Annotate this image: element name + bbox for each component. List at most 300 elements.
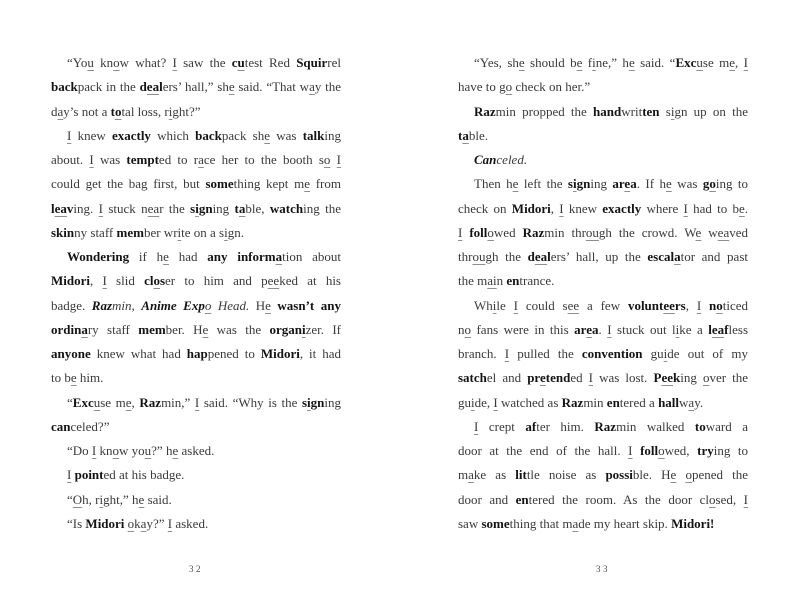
text-run: e — [125, 394, 132, 410]
text-run: i — [592, 55, 596, 70]
text-run: ing — [212, 200, 235, 216]
text-run: door and — [458, 491, 516, 507]
text-run: I — [102, 273, 107, 289]
text-run: try — [697, 443, 714, 458]
text-run: mem — [138, 321, 166, 337]
text-run: k — [673, 370, 681, 386]
text-line — [51, 51, 341, 75]
text-run: where — [641, 200, 684, 216]
text-run: i — [195, 200, 199, 216]
text-line — [51, 294, 341, 318]
text-run: t — [110, 103, 115, 119]
text-run: t — [234, 200, 239, 216]
text-run: y. — [694, 394, 704, 410]
text-run: gh the — [485, 249, 528, 264]
text-run: “Yo — [67, 55, 88, 70]
text-run: knew — [71, 127, 112, 143]
text-run: s — [301, 394, 308, 410]
text-run: ing — [324, 394, 341, 410]
text-run: i — [471, 394, 475, 410]
text-line — [51, 463, 341, 487]
text-run: s — [159, 273, 166, 289]
text-run: should b — [524, 55, 577, 70]
text-run: e — [665, 176, 672, 192]
text-run: er to him and p — [165, 273, 268, 289]
text-run: ing the — [303, 200, 341, 216]
text-run: ee — [661, 370, 673, 386]
text-run: volunt — [627, 297, 664, 313]
text-run: ved — [729, 224, 748, 240]
text-run: I — [607, 321, 612, 337]
text-run: skin — [51, 224, 75, 240]
text-run: ght,” h — [103, 491, 139, 507]
text-run: thr — [458, 249, 473, 264]
text-run: I — [474, 418, 479, 434]
text-run: ing to — [715, 176, 748, 192]
text-run: ou — [472, 249, 486, 264]
text-run: to — [694, 418, 706, 434]
text-run: o — [112, 443, 120, 458]
text-run: i — [177, 224, 182, 240]
text-run — [701, 298, 709, 313]
text-run: possi — [605, 467, 633, 483]
text-run: point — [74, 467, 104, 483]
text-run: a — [674, 249, 681, 264]
text-run: slid — [106, 273, 145, 289]
text-run: a — [592, 321, 599, 337]
text-run: knew what had — [90, 346, 187, 361]
text-run: ed — [570, 370, 589, 386]
text-run: I — [628, 443, 633, 458]
text-run: min — [583, 394, 607, 410]
text-run: had — [168, 249, 208, 264]
text-line — [458, 100, 748, 124]
text-run: asked. — [178, 443, 215, 458]
text-run: talk — [302, 127, 325, 143]
text-run: pack in the — [77, 79, 140, 95]
text-line — [458, 366, 748, 390]
text-run: can — [51, 418, 71, 434]
text-run: Head. — [211, 297, 250, 313]
text-run: I — [683, 200, 688, 216]
text-run: lit — [515, 467, 527, 483]
page-left-text-column — [51, 51, 341, 536]
text-run: I — [167, 515, 173, 531]
text-run: organ — [269, 321, 302, 337]
text-run: hall — [658, 394, 680, 410]
text-run: , — [685, 297, 697, 313]
text-run: f — [724, 321, 729, 337]
text-run: ber wr — [143, 224, 178, 240]
text-run: door at the end of the hall. — [458, 443, 629, 458]
text-run: saw — [458, 515, 482, 531]
text-run: ward a — [705, 418, 749, 434]
text-run: badge. — [51, 297, 92, 313]
text-line — [458, 75, 748, 99]
text-run: I — [67, 127, 72, 143]
text-run: e — [70, 370, 77, 386]
text-run — [228, 249, 238, 264]
text-run: v — [66, 200, 74, 216]
text-run: ble, — [245, 200, 270, 216]
text-run: . — [598, 321, 608, 337]
text-run: e — [228, 79, 235, 95]
text-run: zer. If — [305, 321, 341, 337]
text-run: a — [630, 176, 637, 192]
text-run: could s — [517, 297, 568, 313]
text-run: tered the room. As the door cl — [528, 491, 710, 507]
text-run: min walked — [616, 418, 695, 434]
text-run: r the — [159, 200, 191, 216]
text-run: Raz — [594, 418, 617, 434]
text-run: e — [304, 176, 311, 192]
text-run: e — [628, 55, 635, 70]
text-run: u — [87, 55, 94, 70]
text-run: “ — [67, 491, 73, 507]
text-run: ten — [642, 103, 660, 119]
text-run: o — [127, 515, 135, 531]
text-run: pack sh — [221, 127, 265, 143]
text-run: ?” h — [151, 443, 173, 458]
text-run: ea — [146, 79, 160, 95]
text-run: Can — [474, 152, 497, 167]
text-run: o — [113, 55, 120, 70]
text-run: rs — [674, 297, 686, 313]
text-run: anyone — [51, 346, 91, 361]
text-run: i — [99, 491, 104, 507]
text-run: gn up on the — [674, 103, 748, 119]
text-run: saw the — [176, 55, 232, 70]
text-run: o — [323, 152, 331, 167]
text-run: “Yes, sh — [474, 55, 519, 70]
text-run: rel — [327, 55, 341, 70]
text-run: a — [81, 321, 88, 337]
text-run: Raz — [139, 394, 162, 410]
text-run: ght?” — [172, 103, 201, 119]
text-run: Raz — [91, 297, 113, 313]
text-run: ed to r — [158, 152, 199, 167]
text-line — [458, 439, 748, 463]
text-run: the m — [458, 273, 488, 289]
text-run: i — [307, 394, 311, 410]
text-run: exactly — [602, 200, 642, 216]
text-run: u — [696, 55, 703, 70]
text-run: en — [506, 273, 520, 289]
text-run: ce her to the booth s — [203, 152, 324, 167]
text-run: u — [237, 55, 245, 70]
text-run: ing. — [73, 200, 99, 216]
text-run: m — [458, 467, 469, 483]
text-line — [51, 197, 341, 221]
text-run: el and — [486, 370, 528, 386]
text-run: e — [163, 249, 169, 264]
text-run: ke as — [473, 467, 516, 483]
text-run: e — [670, 467, 677, 483]
text-run: a — [468, 467, 474, 483]
text-run: ers’ hall,” sh — [162, 79, 229, 95]
text-run: about. — [51, 152, 90, 167]
text-run: c — [231, 55, 238, 70]
text-run: tor and past — [680, 249, 748, 264]
text-run: a — [688, 394, 695, 410]
text-run: ea — [534, 249, 548, 264]
text-run: , — [90, 273, 103, 289]
text-run: “Do — [67, 443, 92, 458]
text-run: ry staff — [87, 321, 139, 337]
text-line — [458, 197, 748, 221]
text-run: se m — [702, 55, 730, 70]
text-run: tempt — [126, 152, 159, 167]
text-run: min thr — [544, 224, 586, 240]
text-run: sed, — [715, 491, 744, 507]
text-run: e — [138, 491, 145, 507]
text-run: , it had — [299, 346, 341, 361]
text-run: . If h — [636, 176, 666, 192]
text-run: i — [168, 103, 173, 119]
text-run: ke a — [679, 321, 709, 337]
text-run: de my heart skip. — [578, 515, 672, 531]
text-run: ked at his — [279, 273, 341, 289]
text-run: Wh — [474, 297, 493, 313]
text-run: I — [91, 443, 97, 458]
text-line — [458, 172, 748, 196]
text-run: ordin — [51, 321, 82, 337]
text-run: was — [93, 152, 127, 167]
text-run: pened to — [207, 346, 261, 361]
text-run: e — [539, 370, 546, 386]
text-run: Wondering — [67, 249, 130, 264]
text-run: le — [496, 297, 514, 313]
text-run: h, r — [82, 491, 100, 507]
text-run: e — [518, 55, 525, 70]
text-run: ble. — [468, 127, 488, 143]
text-run: I — [504, 346, 510, 361]
page-right-text-column — [458, 51, 748, 536]
text-line — [458, 148, 748, 172]
text-run: e — [586, 321, 592, 337]
text-run: had to b — [687, 200, 739, 216]
text-line — [51, 488, 341, 512]
text-line — [51, 269, 341, 293]
text-line — [51, 439, 341, 463]
text-run: s — [567, 176, 573, 192]
text-line — [458, 318, 748, 342]
text-run: g — [702, 176, 710, 192]
text-run: I — [743, 491, 748, 507]
text-run: thing that m — [509, 515, 573, 531]
text-run: check on her.” — [512, 79, 591, 95]
text-run: tion about — [282, 249, 342, 264]
text-run: said. “Why is the — [199, 394, 302, 410]
text-line — [458, 512, 748, 536]
text-run: ea — [711, 321, 725, 337]
text-run: se m — [100, 394, 126, 410]
text-run: watched as — [497, 394, 562, 410]
text-run: l — [51, 200, 55, 216]
text-run: , — [735, 55, 744, 70]
text-run: gn — [310, 394, 325, 410]
text-run: celed. — [496, 152, 528, 167]
text-run: gn — [198, 200, 213, 216]
text-run: Midori — [51, 273, 90, 289]
text-line — [458, 221, 748, 245]
text-run: , — [550, 200, 560, 216]
text-run: ne,” h — [595, 55, 629, 70]
text-line — [51, 245, 341, 269]
text-run: less — [728, 321, 749, 337]
text-run: . — [744, 200, 748, 216]
text-line — [51, 318, 341, 342]
text-run: s — [659, 103, 671, 119]
text-run: stuck n — [102, 200, 148, 216]
text-run: said. — [144, 491, 172, 507]
text-run: a — [462, 127, 469, 143]
text-run: which — [150, 127, 196, 143]
text-run: i — [675, 321, 680, 337]
text-run: e — [624, 176, 631, 192]
text-run: pulled the — [509, 346, 582, 361]
text-run: tered a — [619, 394, 659, 410]
text-run: o — [505, 79, 513, 95]
text-run: i — [663, 346, 668, 361]
text-run: u — [93, 394, 101, 410]
text-run: l — [708, 321, 712, 337]
text-run: O — [72, 491, 83, 507]
text-run: Raz — [474, 103, 496, 119]
text-run: o — [464, 321, 471, 337]
text-run: ou — [585, 224, 599, 240]
text-run: any — [320, 297, 341, 313]
text-run: Raz — [561, 394, 584, 410]
text-run: w — [679, 394, 689, 410]
text-run: back — [51, 79, 78, 95]
text-run: ee — [267, 273, 280, 289]
text-run: Raz — [522, 224, 545, 240]
text-run: o — [153, 273, 160, 289]
text-run: I — [336, 152, 342, 167]
text-run: ing to — [713, 443, 748, 458]
text-run: min, — [112, 297, 142, 313]
text-run: l — [547, 249, 551, 264]
text-run: thing kept m — [233, 176, 305, 192]
text-line — [51, 124, 341, 148]
text-run: o — [716, 297, 723, 313]
text-run: en — [606, 394, 620, 410]
text-run: gh the crowd. W — [598, 224, 696, 240]
text-line — [51, 366, 341, 390]
text-run: gu — [458, 394, 471, 410]
text-run: I — [743, 55, 748, 70]
text-line — [458, 391, 748, 415]
text-run: ny staff — [74, 224, 117, 240]
text-line — [458, 415, 748, 439]
text-run: ea — [717, 224, 730, 240]
text-run: o — [114, 103, 122, 119]
text-run: was the — [208, 321, 270, 337]
text-run: o — [685, 467, 692, 483]
text-run: w yo — [119, 443, 145, 458]
text-run: Then h — [474, 176, 513, 192]
text-run: i — [301, 321, 306, 337]
text-run: o — [709, 176, 716, 192]
text-run: was — [671, 176, 703, 192]
text-run: foll — [640, 443, 659, 458]
text-run: gu — [642, 346, 664, 361]
page-number: 33 — [596, 564, 610, 574]
text-run: asked. — [172, 515, 209, 531]
text-run: watch — [269, 200, 304, 216]
text-run: e — [738, 200, 745, 216]
text-run: have to g — [458, 79, 506, 95]
text-run: e — [264, 127, 271, 143]
text-run: I — [98, 200, 103, 216]
text-run: o — [487, 224, 494, 240]
text-run: convention — [581, 346, 643, 361]
text-run: tle noise as — [526, 467, 606, 483]
text-run: knew — [563, 200, 603, 216]
text-run: ing — [680, 370, 703, 386]
text-run: if h — [129, 249, 164, 264]
text-run: H — [249, 297, 266, 313]
text-run: i — [224, 224, 228, 240]
text-run: I — [588, 370, 594, 386]
text-run: gn — [576, 176, 591, 192]
text-run: a — [572, 515, 579, 531]
text-run: any — [207, 249, 228, 264]
text-run: y the — [314, 79, 341, 95]
text-run: inform — [237, 249, 276, 264]
text-run: ed at his badge. — [103, 467, 185, 483]
text-run — [633, 443, 641, 458]
text-run: him. — [76, 370, 104, 386]
text-run: Exc — [675, 55, 697, 70]
text-run: foll — [469, 224, 488, 240]
text-run: de, — [474, 394, 494, 410]
text-run: s — [190, 200, 196, 216]
text-line — [51, 342, 341, 366]
text-run: I — [194, 394, 200, 410]
text-run: Midori! — [671, 515, 715, 531]
text-run: wed — [493, 224, 523, 240]
text-run: P — [653, 370, 662, 386]
text-run: celed?” — [70, 418, 110, 434]
text-run: gn. — [227, 224, 244, 240]
text-run: was lost. — [593, 370, 654, 386]
text-run: cl — [144, 273, 154, 289]
text-run: some — [481, 515, 510, 531]
text-run: o — [702, 370, 710, 386]
text-line — [51, 415, 341, 439]
text-run: de out of my — [667, 346, 749, 361]
text-run: e — [576, 55, 583, 70]
text-run: kn — [93, 55, 114, 70]
text-line — [458, 124, 748, 148]
text-run: branch. — [458, 346, 505, 361]
text-run: i — [572, 176, 577, 192]
text-run: satch — [458, 370, 487, 386]
text-run: trance. — [519, 273, 555, 289]
text-run: Anime Exp — [141, 297, 205, 313]
text-run: hap — [186, 346, 208, 361]
text-run: I — [458, 224, 463, 240]
text-run: escal — [647, 249, 675, 264]
text-run: mem — [116, 224, 144, 240]
text-run: ar — [612, 176, 625, 192]
text-run: kn — [96, 443, 113, 458]
text-run: a — [140, 515, 147, 531]
text-run: w what? — [119, 55, 173, 70]
text-run: n — [709, 297, 717, 313]
